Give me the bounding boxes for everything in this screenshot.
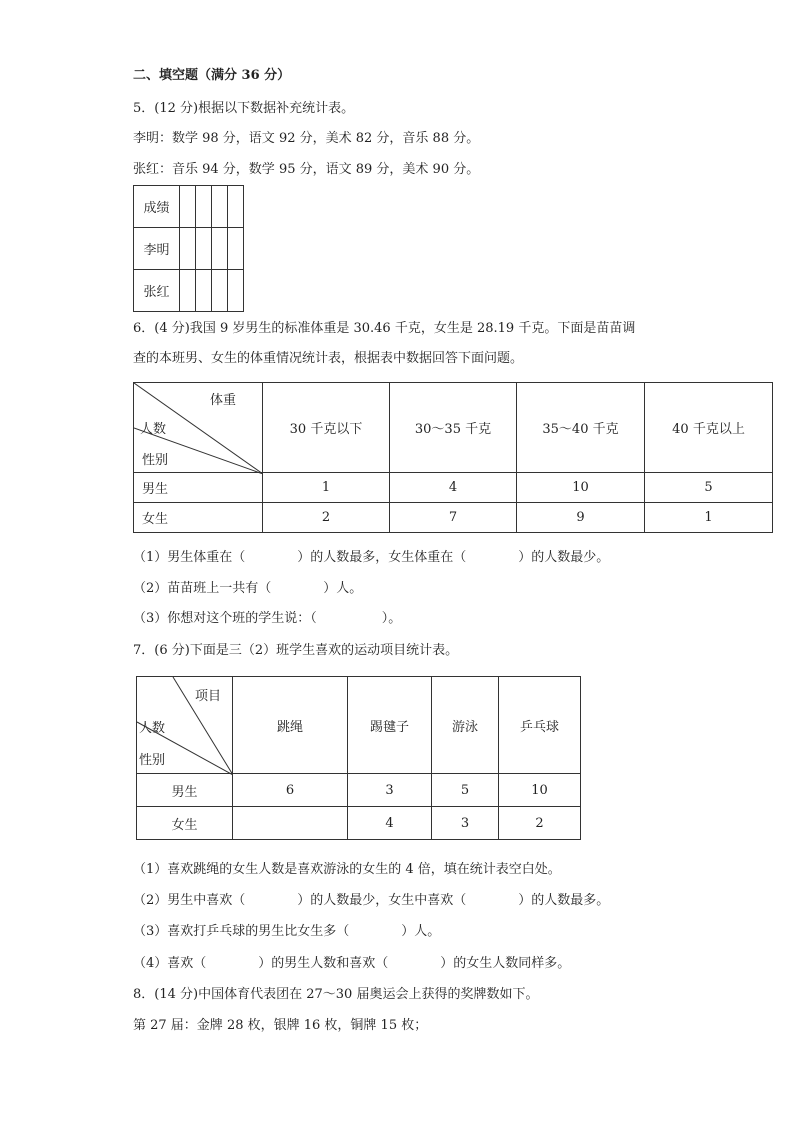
- q7-cell: 3: [432, 807, 499, 840]
- q6-header: 35～40 千克: [517, 383, 645, 473]
- q7-sub2: （2）男生中喜欢（ ）的人数最少，女生中喜欢（ ）的人数最多。: [133, 893, 610, 908]
- q5-zhang-hong-scores: 张红：音乐 94 分，数学 95 分，语文 89 分，美术 90 分。: [133, 162, 480, 177]
- q8-line1: 第 27 届：金牌 28 枚，银牌 16 枚，铜牌 15 枚；: [133, 1018, 428, 1033]
- q6-cell: 1: [263, 473, 390, 503]
- q5-row-label: 张红: [134, 270, 180, 312]
- q5-empty-cell[interactable]: [196, 270, 212, 312]
- q7-corner-mid: 人数: [139, 721, 166, 736]
- q7-corner-top: 项目: [195, 689, 222, 704]
- q7-row-label: 女生: [137, 807, 233, 840]
- q6-sub2: （2）苗苗班上一共有（ ）人。: [133, 581, 363, 596]
- q7-cell: 2: [499, 807, 581, 840]
- q5-row-label: 李明: [134, 228, 180, 270]
- q7-cell: 6: [233, 774, 348, 807]
- q6-corner-bottom: 性别: [142, 453, 169, 468]
- q5-title: 5．(12 分)根据以下数据补充统计表。: [133, 101, 355, 116]
- q6-header: 40 千克以上: [645, 383, 773, 473]
- q5-empty-cell[interactable]: [180, 186, 196, 228]
- q5-empty-cell[interactable]: [196, 228, 212, 270]
- q7-cell: 10: [499, 774, 581, 807]
- q6-cell: 10: [517, 473, 645, 503]
- q7-header: 游泳: [432, 677, 499, 774]
- q5-empty-cell[interactable]: [212, 186, 228, 228]
- q5-row-label: 成绩: [134, 186, 180, 228]
- q7-blank-cell[interactable]: [233, 807, 348, 840]
- q7-title: 7．(6 分)下面是三（2）班学生喜欢的运动项目统计表。: [133, 643, 459, 658]
- q6-cell: 2: [263, 503, 390, 533]
- q6-cell: 5: [645, 473, 773, 503]
- q5-empty-cell[interactable]: [180, 228, 196, 270]
- q6-title-line2: 查的本班男、女生的体重情况统计表，根据表中数据回答下面问题。: [133, 351, 524, 366]
- q6-corner-top: 体重: [210, 393, 237, 408]
- q7-cell: 3: [348, 774, 432, 807]
- q8-title: 8．(14 分)中国体育代表团在 27～30 届奥运会上获得的奖牌数如下。: [133, 987, 539, 1002]
- q7-row-label: 男生: [137, 774, 233, 807]
- q6-cell: 7: [390, 503, 517, 533]
- q6-corner-mid: 人数: [140, 422, 167, 437]
- q7-sports-table: [136, 676, 581, 840]
- q6-weight-table: [133, 382, 773, 533]
- q7-header: 跳绳: [233, 677, 348, 774]
- q7-sub4: （4）喜欢（ ）的男生人数和喜欢（ ）的女生人数同样多。: [133, 956, 571, 971]
- q7-cell: 4: [348, 807, 432, 840]
- q6-row-label: 男生: [134, 473, 263, 503]
- q5-empty-cell[interactable]: [228, 270, 244, 312]
- q7-corner-bottom: 性别: [139, 753, 166, 768]
- q6-cell: 9: [517, 503, 645, 533]
- q5-empty-cell[interactable]: [196, 186, 212, 228]
- q7-diagonal-header: [137, 677, 233, 774]
- q6-cell: 1: [645, 503, 773, 533]
- q6-title-line1: 6．(4 分)我国 9 岁男生的标准体重是 30.46 千克，女生是 28.19 千克。下面是苗苗调: [133, 321, 636, 336]
- q6-sub1: （1）男生体重在（ ）的人数最多，女生体重在（ ）的人数最少。: [133, 550, 610, 565]
- q5-empty-cell[interactable]: [228, 228, 244, 270]
- q7-header: 乒乓球: [499, 677, 581, 774]
- q6-row-label: 女生: [134, 503, 263, 533]
- q7-header: 踢毽子: [348, 677, 432, 774]
- section-title: 二、填空题（满分 36 分）: [133, 68, 291, 83]
- q7-cell: 5: [432, 774, 499, 807]
- q5-empty-cell[interactable]: [212, 228, 228, 270]
- q5-li-ming-scores: 李明：数学 98 分，语文 92 分，美术 82 分，音乐 88 分。: [133, 131, 480, 146]
- q6-header: 30 千克以下: [263, 383, 390, 473]
- q6-sub3: （3）你想对这个班的学生说：（ ）。: [133, 611, 402, 626]
- q5-empty-cell[interactable]: [212, 270, 228, 312]
- q5-empty-cell[interactable]: [228, 186, 244, 228]
- q5-score-table: [133, 185, 244, 312]
- q7-sub3: （3）喜欢打乒乓球的男生比女生多（ ）人。: [133, 924, 441, 939]
- q6-diagonal-header: [134, 383, 263, 473]
- q6-cell: 4: [390, 473, 517, 503]
- q7-sub1: （1）喜欢跳绳的女生人数是喜欢游泳的女生的 4 倍，填在统计表空白处。: [133, 862, 561, 877]
- q5-empty-cell[interactable]: [180, 270, 196, 312]
- q6-header: 30～35 千克: [390, 383, 517, 473]
